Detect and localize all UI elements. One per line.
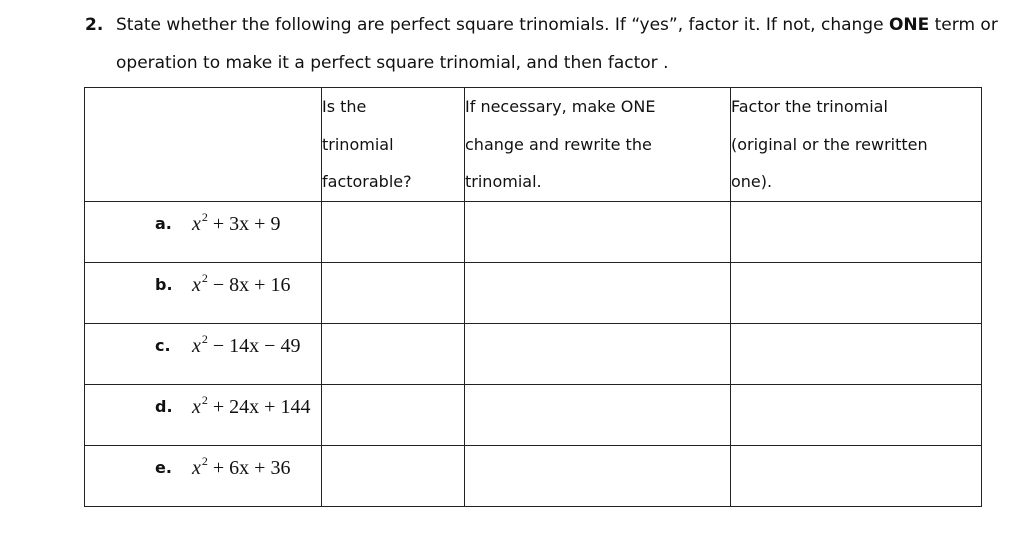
factorable-answer-cell[interactable] bbox=[322, 263, 465, 324]
rewrite-answer-cell[interactable] bbox=[465, 385, 731, 446]
trinomial-cell bbox=[85, 385, 322, 446]
rewrite-answer-cell[interactable] bbox=[465, 202, 731, 263]
item-letter: b. bbox=[155, 275, 173, 294]
factorable-answer-cell[interactable] bbox=[322, 446, 465, 507]
table-row-c bbox=[85, 324, 982, 385]
variable: x bbox=[192, 396, 201, 418]
trinomial-table bbox=[84, 87, 982, 507]
header-line: (original or the rewritten bbox=[731, 134, 928, 154]
header-line: trinomial. bbox=[465, 172, 542, 191]
factor-answer-cell[interactable] bbox=[731, 324, 982, 385]
variable: x bbox=[192, 457, 201, 479]
expression-rest: + 6x + 36 bbox=[207, 457, 291, 479]
trinomial-expression bbox=[192, 393, 310, 419]
header-cell-blank bbox=[85, 88, 322, 202]
factor-answer-cell[interactable] bbox=[731, 202, 982, 263]
header-row bbox=[85, 88, 982, 202]
trinomial-expression bbox=[192, 454, 290, 480]
trinomial-cell bbox=[85, 324, 322, 385]
item-letter: a. bbox=[155, 214, 172, 233]
header-line: Is the bbox=[322, 97, 367, 116]
exponent: 2 bbox=[201, 271, 208, 285]
expression-rest: + 3x + 9 bbox=[207, 213, 281, 235]
header-line: factorable? bbox=[322, 172, 412, 191]
header-line: trinomial bbox=[322, 134, 394, 154]
factorable-answer-cell[interactable] bbox=[322, 385, 465, 446]
rewrite-answer-cell[interactable] bbox=[465, 263, 731, 324]
variable: x bbox=[192, 274, 201, 296]
factor-answer-cell[interactable] bbox=[731, 263, 982, 324]
table-row-a bbox=[85, 202, 982, 263]
factorable-answer-cell[interactable] bbox=[322, 324, 465, 385]
header-line: change and rewrite the bbox=[465, 134, 652, 154]
expression-rest: − 8x + 16 bbox=[207, 274, 291, 296]
trinomial-cell bbox=[85, 263, 322, 324]
question-line-2: operation to make it a perfect square trinomial, and then factor . bbox=[116, 53, 669, 73]
rewrite-answer-cell[interactable] bbox=[465, 324, 731, 385]
header-rewrite bbox=[465, 88, 731, 202]
header-factorable bbox=[322, 88, 465, 202]
table-row-b bbox=[85, 263, 982, 324]
trinomial-expression bbox=[192, 210, 280, 236]
question-text-part-1: State whether the following are perfect square trinomials. If “yes”, factor it. If not, change bbox=[116, 15, 889, 35]
question-text-part-2: term or bbox=[929, 15, 998, 35]
header-factor bbox=[731, 88, 982, 202]
trinomial-expression bbox=[192, 271, 290, 297]
exponent: 2 bbox=[201, 210, 208, 224]
table-row-e bbox=[85, 446, 982, 507]
factor-answer-cell[interactable] bbox=[731, 385, 982, 446]
item-letter: e. bbox=[155, 458, 172, 477]
exponent: 2 bbox=[201, 454, 208, 468]
question-number: 2. bbox=[85, 15, 104, 35]
table-row-d bbox=[85, 385, 982, 446]
header-line: one). bbox=[731, 172, 773, 191]
trinomial-expression bbox=[192, 332, 300, 358]
header-line: If necessary, make ONE bbox=[465, 97, 656, 116]
expression-rest: − 14x − 49 bbox=[207, 335, 301, 357]
trinomial-cell bbox=[85, 202, 322, 263]
variable: x bbox=[192, 335, 201, 357]
expression-rest: + 24x + 144 bbox=[207, 396, 311, 418]
exponent: 2 bbox=[201, 393, 208, 407]
exponent: 2 bbox=[201, 332, 208, 346]
variable: x bbox=[192, 213, 201, 235]
item-letter: c. bbox=[155, 336, 171, 355]
question-line-1 bbox=[85, 12, 998, 38]
item-letter: d. bbox=[155, 397, 173, 416]
trinomial-cell bbox=[85, 446, 322, 507]
question-text-bold: ONE bbox=[888, 15, 930, 35]
header-line: Factor the trinomial bbox=[731, 97, 888, 116]
factor-answer-cell[interactable] bbox=[731, 446, 982, 507]
rewrite-answer-cell[interactable] bbox=[465, 446, 731, 507]
factorable-answer-cell[interactable] bbox=[322, 202, 465, 263]
